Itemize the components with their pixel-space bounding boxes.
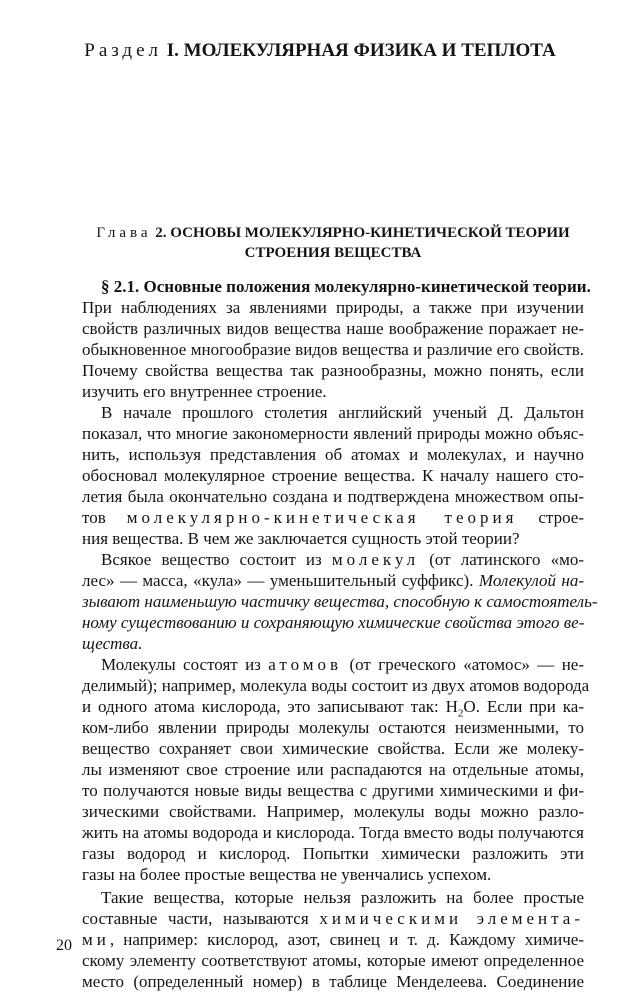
chapter-title-line-1: Глава 2. ОСНОВЫ МОЛЕКУЛЯРНО-КИНЕТИЧЕСКОЙ ТЕОРИИ (96, 225, 570, 241)
text-line: зическими свойствами. Например, молекулы воды можно разло- (82, 802, 584, 821)
term-atoms: атомов (268, 655, 343, 674)
text-line: изучить его внутреннее строение. (82, 382, 327, 401)
text-line: Такие вещества, которые нельзя разложить на более простые (101, 888, 584, 907)
text-line: Молекулы состоят из атомов (от греческого «атомос» — не- (101, 655, 584, 674)
text-line: и одного атома кислорода, это записывают так: $H_2O$. Если при ка- (82, 697, 584, 720)
page-number: 20 (56, 937, 72, 954)
text-line: вещество сохраняет свои химические свойства. Если же молеку- (82, 739, 584, 758)
text-line: жить на атомы водорода и кислорода. Тогда вместо воды получаются (82, 823, 584, 842)
text-line: лы изменяют свое строение или распадаются на отдельные атомы, (82, 760, 584, 779)
section-title: Раздел I. МОЛЕКУЛЯРНАЯ ФИЗИКА И ТЕПЛОТА (84, 40, 556, 61)
text-line: нить, используя представления об атомах и молекулах, и научно (82, 445, 584, 464)
paragraph-heading: § 2.1. Основные положения молекулярно-кинетической теории. (101, 277, 591, 296)
text-line: летия была окончательно создана и подтверждена множеством опы- (82, 487, 584, 506)
definition-line: щества. (82, 634, 143, 653)
text-line: свойств различных видов вещества наше воображение поражает не- (82, 319, 584, 338)
text-line: Почему свойства вещества так разнообразны, можно понять, если (82, 361, 584, 380)
formula-subscript: 2 (457, 707, 464, 720)
text-line: обосновал молекулярное строение вещества. К началу нашего сто- (82, 466, 584, 485)
text-line: ком-либо явлении природы молекулы остаются неизменными, то (82, 718, 584, 737)
text-line: ми, например: кислород, азот, свинец и т. д. Каждому химиче- (82, 930, 584, 949)
text-line: Всякое вещество состоит из молекул (от латинского «мо- (101, 550, 584, 569)
text-line: место (определенный номер) в таблице Менделеева. Соединение (82, 972, 584, 991)
text-line: тов молекулярно-кинетическая теория строе- (82, 508, 584, 527)
text-line: ния вещества. В чем же заключается сущность этой теории? (82, 529, 520, 548)
term-molecules: молекул (331, 550, 420, 569)
text-line: обыкновенное многообразие видов вещества и различие его свойств. (82, 340, 584, 359)
definition-line: ному существованию и сохраняющую химические свойства этого ве- (82, 613, 585, 632)
term-molecular-kinetic-theory: молекулярно-кинетическая теория (126, 508, 518, 527)
text-line: скому элементу соответствуют атомы, которые имеют определенное (82, 951, 584, 970)
definition-line: зывают наименьшую частичку вещества, способную к самостоятель- (82, 592, 598, 611)
text-line: газы водород и кислород. Попытки химически разложить эти (82, 844, 584, 863)
text-line: В начале прошлого столетия английский ученый Д. Дальтон (101, 403, 584, 422)
term-chemical-elements: химическими элемента- (319, 909, 584, 928)
text-line: При наблюдениях за явлениями природы, а также при изучении (82, 298, 584, 317)
text-line: то получаются новые виды вещества с другими химическими и фи- (82, 781, 584, 800)
chapter-title-line-2: СТРОЕНИЯ ВЕЩЕСТВА (244, 245, 422, 261)
text-line: составные части, называются химическими элемента- (82, 909, 584, 928)
text-line: показал, что многие закономерности явлений природы можно объяс- (82, 424, 584, 443)
text-line: лес» — масса, «кула» — уменьшительный суффикс). Молекулой на- (82, 571, 584, 590)
text-line: газы на более простые вещества не увенчались успехом. (82, 865, 492, 884)
text-line: делимый); например, молекула воды состоит из двух атомов водорода (82, 676, 590, 695)
